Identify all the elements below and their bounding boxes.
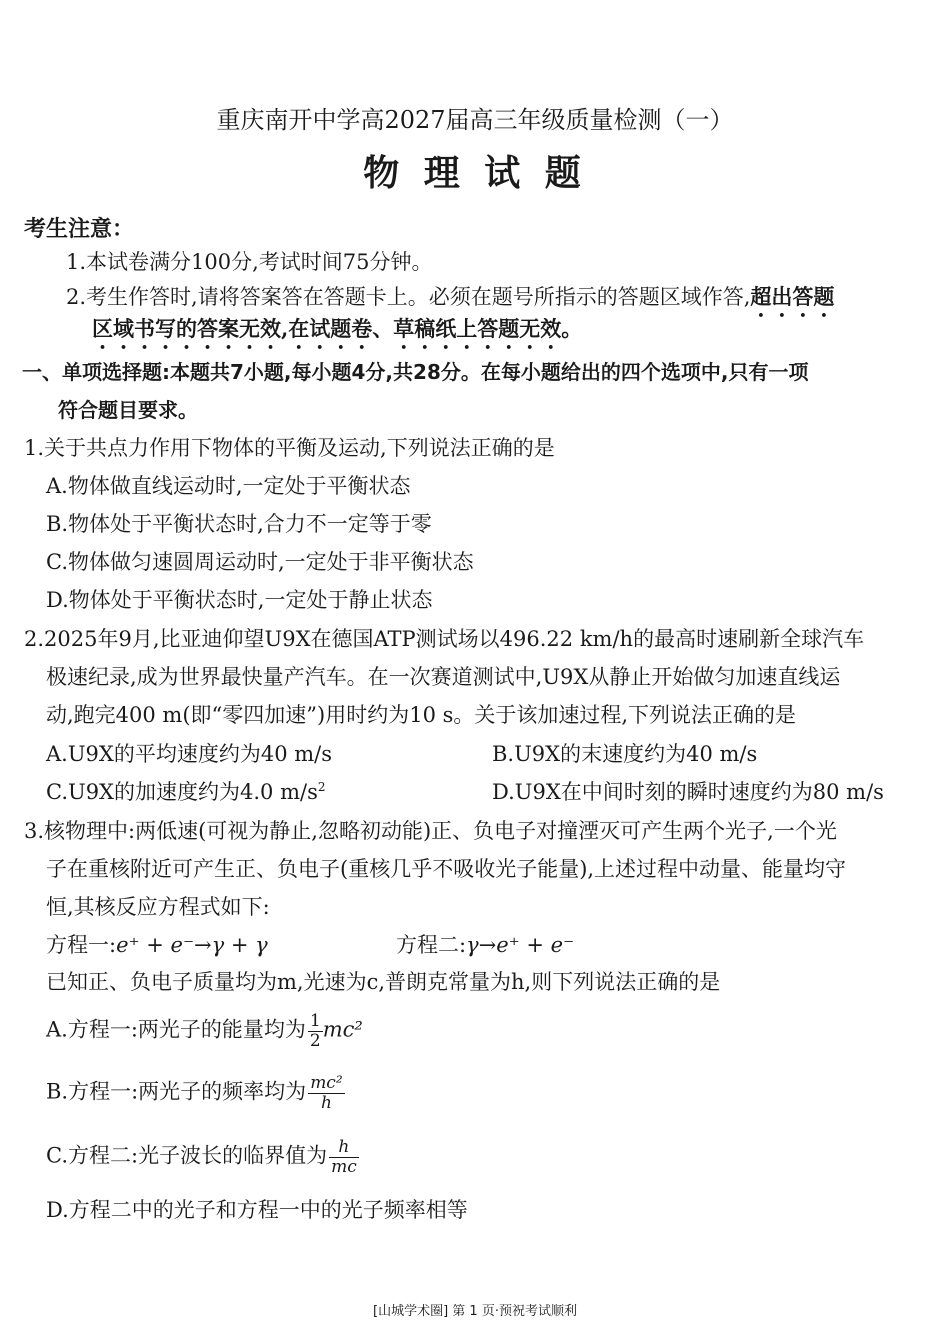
q3-option-b-text: B.方程一:两光子的频率均为	[46, 1079, 307, 1104]
page-footer: [山城学术圈] 第 1 页·预祝考试顺利	[373, 1304, 577, 1319]
q2-option-c-exponent: 2	[317, 780, 326, 794]
notice-item-2-emphasis-b: 区域书写的答案无效,在试题卷、草稿纸上答题无效。	[92, 316, 583, 341]
q1-stem: 1.关于共点力作用下物体的平衡及运动,下列说法正确的是	[24, 436, 555, 460]
q2-option-d: D.U9X在中间时刻的瞬时速度约为80 m/s	[492, 780, 884, 804]
q2-option-b: B.U9X的末速度约为40 m/s	[492, 742, 758, 766]
q3-stem-line-3: 恒,其核反应方程式如下:	[46, 895, 270, 919]
q3-equation-2-label: 方程二:	[396, 933, 467, 957]
q3-option-b-denominator: h	[320, 1092, 332, 1113]
q3-equation-2	[396, 933, 574, 958]
school-title: 重庆南开中学高2027届高三年级质量检测（一）	[216, 106, 734, 134]
subject-title: 物 理 试 题	[363, 152, 587, 194]
q3-equation-1-formula: e⁺ + e⁻→γ + γ	[116, 933, 268, 957]
q2-option-a: A.U9X的平均速度约为40 m/s	[46, 742, 333, 766]
q3-option-c-text: C.方程二:光子波长的临界值为	[46, 1143, 328, 1168]
q3-option-c-denominator: mc	[331, 1156, 357, 1177]
notice-item-1: 1.本试卷满分100分,考试时间75分钟。	[66, 250, 433, 274]
q3-option-a-numerator: 1	[309, 1011, 321, 1031]
notice-heading: 考生注意：	[24, 217, 135, 242]
notice-item-2-text: 2.考生作答时,请将答案答在答题卡上。必须在题号所指示的答题区域作答,	[66, 285, 751, 309]
section-1-heading-line-2: 符合题目要求。	[58, 398, 198, 422]
q1-option-a: A.物体做直线运动时,一定处于平衡状态	[46, 474, 411, 498]
q1-option-b: B.物体处于平衡状态时,合力不一定等于零	[46, 512, 432, 536]
q3-given: 已知正、负电子质量均为m,光速为c,普朗克常量为h,则下列说法正确的是	[46, 970, 721, 994]
section-1-heading-line-1: 一、单项选择题:本题共7小题,每小题4分,共28分。在每小题给出的四个选项中,只有一项	[22, 360, 809, 384]
q2-stem-line-2: 极速纪录,成为世界最快量产汽车。在一次赛道测试中,U9X从静止开始做匀加速直线运	[46, 665, 841, 689]
q3-option-a-tail: mc²	[322, 1017, 363, 1042]
q3-option-c	[46, 1138, 359, 1176]
q3-option-a	[46, 1012, 363, 1050]
q2-option-c	[46, 780, 325, 805]
q3-option-a-text: A.方程一:两光子的能量均为	[46, 1017, 306, 1042]
q3-option-b-fraction	[308, 1074, 344, 1112]
q3-stem-line-2: 子在重核附近可产生正、负电子(重核几乎不吸收光子能量),上述过程中动量、能量均守	[46, 857, 847, 881]
q2-option-c-text: C.U9X的加速度约为4.0 m/s	[46, 780, 318, 804]
q1-option-c: C.物体做匀速圆周运动时,一定处于非平衡状态	[46, 550, 474, 574]
q3-option-a-fraction	[308, 1012, 323, 1050]
q3-equation-1-label: 方程一:	[46, 933, 117, 957]
q1-option-d: D.物体处于平衡状态时,一定处于静止状态	[46, 588, 433, 612]
q3-option-a-denominator: 2	[309, 1030, 321, 1051]
notice-item-2-emphasis-a: 超出答题	[750, 284, 835, 309]
q3-equation-1	[46, 933, 268, 958]
q2-stem-line-3: 动,跑完400 m(即“零四加速”)用时约为10 s。关于该加速过程,下列说法正确的是	[46, 703, 797, 727]
q3-option-d: D.方程二中的光子和方程一中的光子频率相等	[46, 1198, 468, 1222]
q2-stem-line-1: 2.2025年9月,比亚迪仰望U9X在德国ATP测试场以496.22 km/h的最高时速刷新全球汽车	[24, 627, 865, 651]
q3-option-b	[46, 1074, 345, 1112]
q3-option-c-numerator: h	[329, 1138, 359, 1158]
q3-stem-line-1: 3.核物理中:两低速(可视为静止,忽略初动能)正、负电子对撞湮灭可产生两个光子,一个光	[24, 819, 837, 843]
q3-option-c-fraction	[329, 1138, 359, 1176]
q3-equation-2-formula: γ→e⁺ + e⁻	[466, 933, 575, 957]
q3-option-b-numerator: mc²	[310, 1073, 343, 1093]
